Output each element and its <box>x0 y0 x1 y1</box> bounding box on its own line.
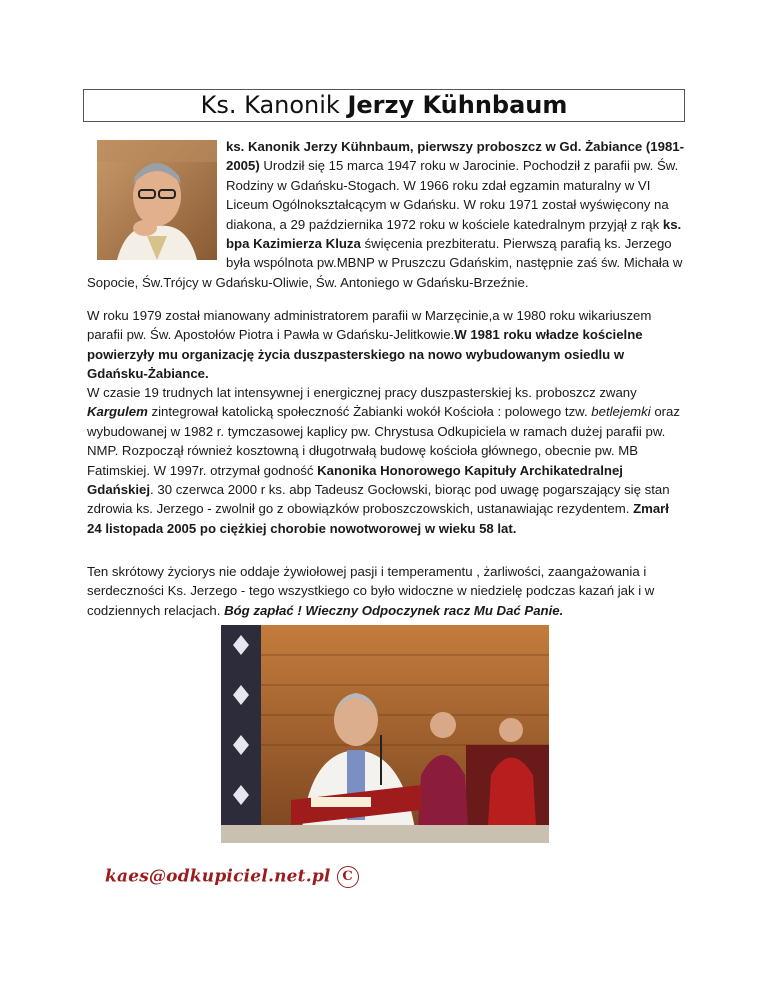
nickname: Kargulem <box>87 404 148 420</box>
bio-text-a: Urodził się 15 marca 1947 roku w Jarocinie. Pochodził z parafii pw. Św. Rodziny w Gdańsku-Stogach. W 1966 roku zdał egzamin maturalny w VI Liceum Ogólnokształcącym w Gdańsku. W roku 1971 został wyświęcony na diakona, a 29 października 1972 roku w kościele katedralnym przyjął z rąk <box>226 158 679 232</box>
bio3-text-c: oraz wybudowanej w 1982 r. tymczasowej kaplicy pw. Chrystusa Odkupiciela w ramach dużej parafii pw. NMP. Rozpoczął również kosztowną i długotrwałą budowę kościoła głównego, obecnie pw. MB Fatimskiej. W 1997r. otrzymał godność <box>87 404 680 478</box>
signature <box>105 866 359 888</box>
copyright-icon: C <box>337 866 359 888</box>
page-title <box>83 89 685 122</box>
bio-paragraph-4 <box>87 562 687 620</box>
title-name: Jerzy Kühnbaum <box>347 91 568 119</box>
bio-paragraph-3 <box>87 383 687 538</box>
death-note: Zmarł 24 listopada 2005 po ciężkiej chorobie nowotworowej w wieku 58 lat. <box>87 501 669 536</box>
bio2-bold: W 1981 roku władze kościelne powierzyły mu organizację życia duszpasterskiego na nowo wybudowanym osiedlu w Gdańsku-Żabiance. <box>87 327 643 382</box>
canon-title: Kanonika Honorowego Kapituły Archikatedralnej Gdańskiej <box>87 462 623 498</box>
mass-photo <box>221 625 549 843</box>
bio-paragraph-1 <box>87 137 687 292</box>
bio3-text-b: zintegrował katolicką społeczność Żabianki wokół Kościoła : polowego tzw. <box>147 404 592 420</box>
title-prefix: Ks. Kanonik <box>200 91 348 119</box>
bishop-name: ks. bpa Kazimierza Kluza <box>226 216 682 252</box>
signature-email: kaes@odkupiciel.net.pl <box>105 866 331 887</box>
bio-text-b: święcenia prezbiteratu. Pierwszą parafią ks. Jerzego była wspólnota pw.MBNP w Pruszczu Gdańskim, następnie zaś św. Michała w Sopocie, Św.Trójcy w Gdańsku-Oliwie, Św. Antoniego w Gdańsku-Brzeźnie. <box>87 236 683 290</box>
closing-prayer: Bóg zapłać ! Wieczny Odpoczynek racz Mu Dać Panie. <box>224 602 564 618</box>
bio-paragraph-2 <box>87 306 687 384</box>
bio3-text-a: W czasie 19 trudnych lat intensywnej i energicznej pracy duszpasterskiej ks. proboszcz zwany <box>87 385 637 400</box>
bio4-text: Ten skrótowy życiorys nie oddaje żywiołowej pasji i temperamentu , żarliwości, zaangażowania i serdeczności Ks. Jerzego - tego wszystkiego co było widoczne w niedzielę podczas kazań jak i w codziennych relacjach. <box>87 564 655 618</box>
bio-intro: ks. Kanonik Jerzy Kühnbaum, pierwszy proboszcz w Gd. Żabiance (1981-2005) <box>226 139 685 174</box>
bio2-text: W roku 1979 został mianowany administratorem parafii w Marzęcinie,a w 1980 roku wikariuszem parafii pw. Św. Apostołów Piotra i Pawła w Gdańsku-Jelitkowie. <box>87 308 652 343</box>
betlejemki: betlejemki <box>591 404 651 420</box>
bio3-text-d: . 30 czerwca 2000 r ks. abp Tadeusz Gocłowski, biorąc pod uwagę pogarszający się stan zdrowia ks. Jerzego - zwolnił go z obowiązków proboszczowskich, ustanawiając rezydentem. <box>87 482 670 517</box>
